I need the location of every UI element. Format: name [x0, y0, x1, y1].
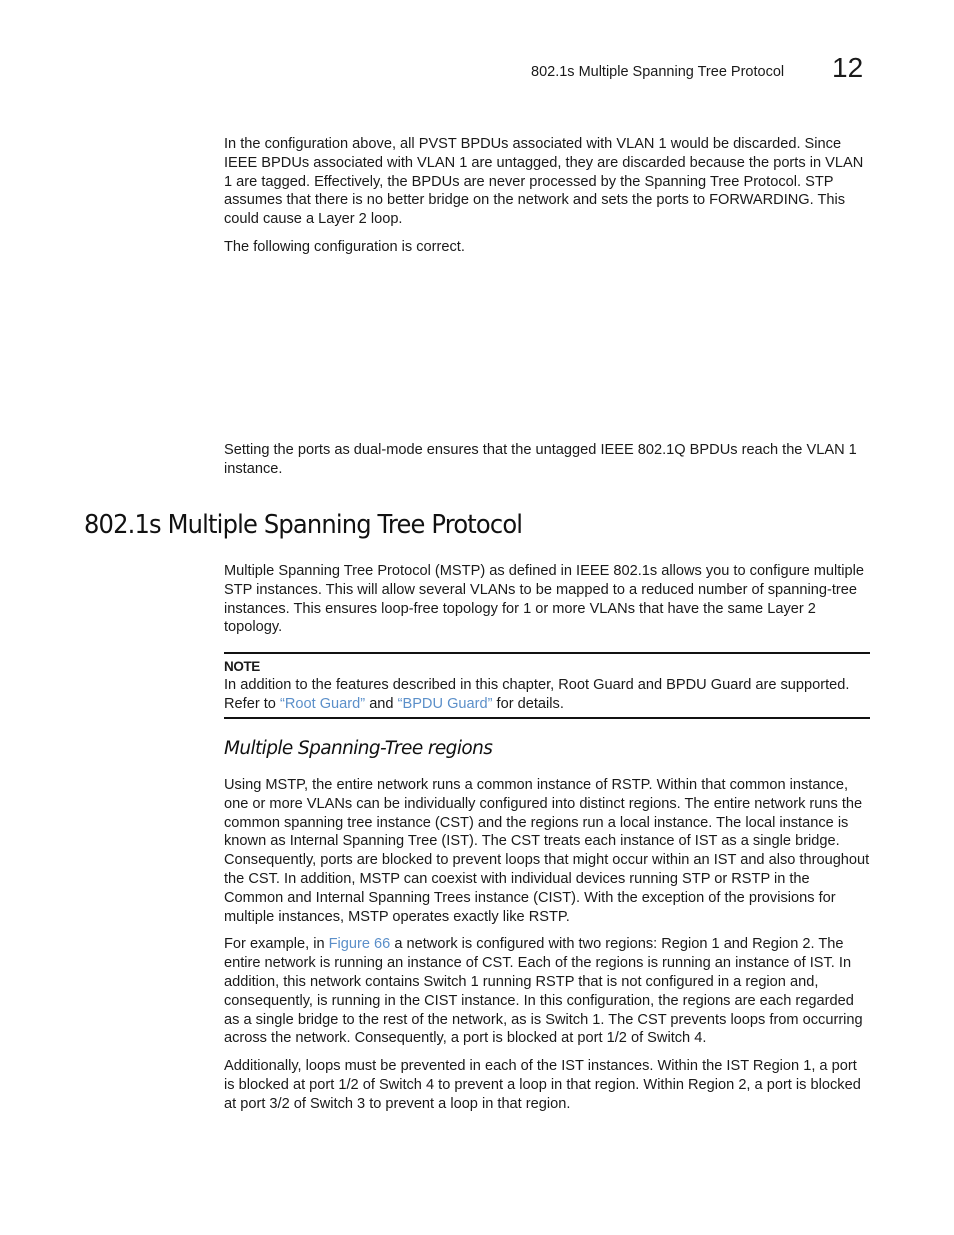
note-text-mid: and: [365, 695, 398, 712]
section-paragraph: Multiple Spanning Tree Protocol (MSTP) as defined in IEEE 802.1s allows you to configure multiple STP instances. This will allow several VLANs to be mapped to a reduced number of spanning-tree instances. This ensures loop-free topology for 1 or more VLANs that have the same Layer 2 topology.: [224, 563, 865, 636]
note-text-before: In addition to the features described in this chapter, Root Guard and BPDU Guard are supported. Refer to: [224, 677, 850, 712]
section-intro-block: [224, 562, 870, 637]
note-text: [224, 676, 870, 714]
subsection-paragraph-2: [224, 935, 870, 1048]
para2-text-before: For example, in: [224, 936, 329, 953]
note-label: NOTE: [224, 659, 260, 674]
intro-paragraph-3-block: [224, 441, 870, 479]
intro-paragraph-1: In the configuration above, all PVST BPDUs associated with VLAN 1 would be discarded. Since IEEE BPDUs associated with VLAN 1 are untagged, they are discarded because the ports in VLAN 1 are tagged. Effectively, the BPDUs are never processed by the Spanning Tree Protocol. STP assumes that there is no better bridge on the network and sets the ports to FORWARDING. This could cause a Layer 2 loop.: [224, 136, 864, 228]
subsection-paragraph-3: Additionally, loops must be prevented in each of the IST instances. Within the IST Region 1, a port is blocked at port 1/2 of Switch 4 to prevent a loop in that region. Within Region 2, a port is blocked at port 3/2 of Switch 3 to prevent a loop in that region.: [224, 1058, 861, 1112]
note-text-after: for details.: [492, 695, 564, 712]
subsection-paragraph-1: Using MSTP, the entire network runs a common instance of RSTP. Within that common instance, one or more VLANs can be individually configured into distinct regions. The entire network runs the common spanning tree instance (CST) and the regions run a local instance. The local instance is known as Internal Spanning Tree (IST). The CST treats each instance of IST as a single bridge. Consequently, ports are blocked to prevent loops that might occur within an IST and also throughout the CST. In addition, MSTP can coexist with individual devices running STP or RSTP in the Common and Internal Spanning Trees instance (CIST). With the exception of the provisions for multiple instances, MSTP operates exactly like RSTP.: [224, 777, 870, 925]
intro-block: [224, 135, 870, 257]
root-guard-link[interactable]: “Root Guard”: [279, 695, 366, 712]
chapter-number: 12: [832, 52, 864, 83]
subsection-body: [224, 776, 870, 1114]
figure-66-link[interactable]: Figure 66: [328, 936, 391, 953]
para2-text-after: a network is configured with two regions: Region 1 and Region 2. The entire network is running an instance of CST. Each of the regions is running an instance of IST. In addition, this network contains Switch 1 running RSTP that is not configured in a region and, consequently, is running in the CIST instance. In this configuration, the regions are each regarded as a single bridge to the rest of the network, as is Switch 1. The CST prevents loops from occurring across the network. Consequently, a port is blocked at port 1/2 of Switch 4.: [224, 936, 863, 1047]
note-box: [224, 652, 870, 719]
intro-paragraph-2: The following configuration is correct.: [224, 238, 465, 255]
bpdu-guard-link[interactable]: “BPDU Guard”: [397, 695, 493, 712]
running-header-title: 802.1s Multiple Spanning Tree Protocol: [531, 64, 785, 80]
subsection-heading: Multiple Spanning-Tree regions: [224, 738, 493, 759]
intro-paragraph-3: Setting the ports as dual-mode ensures that the untagged IEEE 802.1Q BPDUs reach the VLAN 1 instance.: [224, 442, 857, 477]
section-heading: 802.1s Multiple Spanning Tree Protocol: [84, 510, 523, 540]
